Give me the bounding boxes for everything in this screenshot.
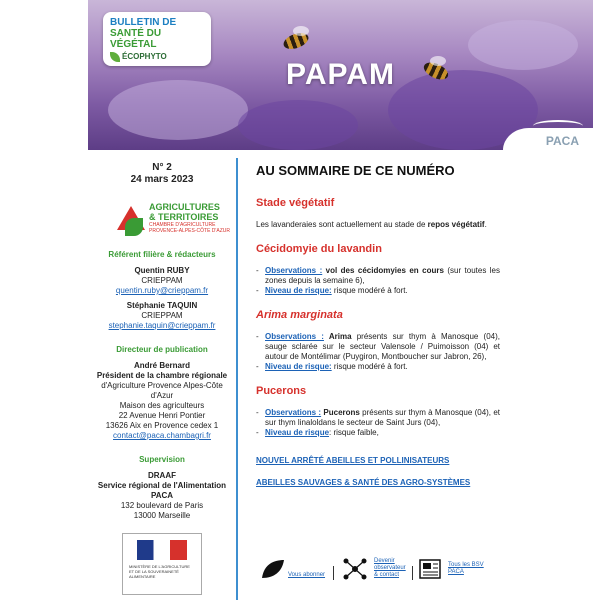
logo-line3: ÉCOPHYTO <box>110 52 204 62</box>
page-title: PAPAM <box>286 58 395 91</box>
risk-link[interactable]: Niveau de risque: <box>265 362 332 371</box>
link-abeilles-sauvages[interactable]: ABEILLES SAUVAGES & SANTÉ DES AGRO-SYSTÈMES <box>256 478 471 487</box>
director-address: Maison des agriculteurs <box>119 401 205 410</box>
issue-date: 24 mars 2023 <box>130 174 194 185</box>
list-item: - Niveau de risque: risque modéré à fort. <box>256 362 500 372</box>
director-heading: Directeur de publication <box>116 345 208 354</box>
newspaper-icon[interactable] <box>418 558 444 580</box>
supervision-address: 13000 Marseille <box>133 511 191 520</box>
referents-heading: Référent filière & rédacteurs <box>108 250 216 259</box>
supervision-name: DRAAF <box>148 471 176 480</box>
partner-sub: CHAMBRE D'AGRICULTURE PROVENCE-ALPES-CÔTE D'AZUR <box>149 222 230 234</box>
logo-line2: SANTÉ DU VÉGÉTAL <box>110 28 162 50</box>
observer-link[interactable]: Devenir observateur & contact <box>374 558 406 578</box>
director-address: 13626 Aix en Provence cedex 1 <box>105 421 219 430</box>
link-arrete-abeilles[interactable]: NOUVEL ARRÊTÉ ABEILLES ET POLLINISATEURS <box>256 456 450 465</box>
lavender-blur <box>238 100 358 150</box>
list-item: - Niveau de risque: risque faible, <box>256 428 500 438</box>
french-flag-icon <box>137 540 187 560</box>
section-pucerons <box>256 386 500 438</box>
footer-separator <box>412 566 413 580</box>
main-content <box>256 163 501 488</box>
partner-logo <box>117 200 230 240</box>
partner-name: AGRICULTURES & TERRITOIRES <box>149 202 220 222</box>
section-text: Les lavanderaies sont actuellement au stade de repos végétatif. <box>256 220 487 229</box>
risk-link[interactable]: Niveau de risque <box>265 428 330 437</box>
risk-link[interactable]: Niveau de risque: <box>265 286 332 295</box>
ref2-org: CRIEPPAM <box>141 311 183 320</box>
section-cecidomyie <box>256 244 500 296</box>
column-divider <box>236 158 238 600</box>
list-item: - Observations : Arima présents sur thym à Manosque (04), sauge sclarée sur le secteur Valensole / Puimoisson (04) et autour de Montélimar (Puygiron, Montboucher sur Jabron, 26), <box>256 332 500 362</box>
ministry-logo <box>122 533 202 595</box>
ref1-org: CRIEPPAM <box>141 276 183 285</box>
director-org: d'Agriculture Provence Alpes-Côte <box>101 381 223 390</box>
supervision-heading: Supervision <box>139 455 185 464</box>
section-title: Arima marginata <box>256 309 343 321</box>
leaf-subscribe-icon[interactable] <box>260 558 286 580</box>
observations-link[interactable]: Observations : <box>265 408 322 417</box>
toc-title: AU SOMMAIRE DE CE NUMÉRO <box>256 163 455 178</box>
logo-line1: BULLETIN DE <box>110 17 177 28</box>
director-email-link[interactable]: contact@paca.chambagri.fr <box>113 431 211 440</box>
left-sidebar <box>88 162 236 595</box>
section-title: Pucerons <box>256 385 307 397</box>
ministry-text: MINISTÈRE DE L'AGRICULTURE ET DE LA SOUVERAINETÉ ALIMENTAIRE <box>129 564 190 579</box>
director-org: d'Azur <box>150 391 174 400</box>
leaf-icon <box>125 218 143 236</box>
region-label: PACA <box>545 134 579 148</box>
ref1-name: Quentin RUBY <box>134 266 190 275</box>
director-address: 22 Avenue Henri Pontier <box>118 411 206 420</box>
section-stade <box>256 198 500 230</box>
observations-link[interactable]: Observations : <box>265 332 324 341</box>
section-title: Stade végétatif <box>256 197 335 209</box>
section-title: Cécidomyie du lavandin <box>256 243 382 255</box>
supervision-org: PACA <box>150 491 174 500</box>
issue-number: N° 2 <box>152 162 172 173</box>
ref2-email-link[interactable]: stephanie.taquin@crieppam.fr <box>108 321 216 330</box>
director-name: André Bernard <box>133 361 190 370</box>
list-item: - Observations : vol des cécidomyies en cours (sur toutes les zones depuis la semaine 6), <box>256 266 500 286</box>
supervision-org: Service régional de l'Alimentation <box>97 481 227 490</box>
ref1-email-link[interactable]: quentin.ruby@crieppam.fr <box>115 286 209 295</box>
ref2-name: Stéphanie TAQUIN <box>126 301 198 310</box>
list-item: - Niveau de risque: risque modéré à fort. <box>256 286 500 296</box>
bee-wing-icon <box>293 26 309 36</box>
subscribe-link[interactable]: Vous abonner <box>288 572 326 578</box>
all-bsv-link[interactable]: Tous les BSV PACA <box>448 562 484 575</box>
header-banner <box>88 0 593 150</box>
section-arima <box>256 310 500 372</box>
director-title: Président de la chambre régionale <box>96 371 228 380</box>
supervision-address: 132 boulevard de Paris <box>120 501 204 510</box>
footer-separator <box>333 566 334 580</box>
network-icon[interactable] <box>342 556 368 582</box>
footer-bar <box>256 556 500 590</box>
observations-link[interactable]: Observations : <box>265 266 323 275</box>
list-item: - Observations : Pucerons présents sur thym à Manosque (04), et sur thym linaloldans le secteur de Saint Jurs (04), <box>256 408 500 428</box>
